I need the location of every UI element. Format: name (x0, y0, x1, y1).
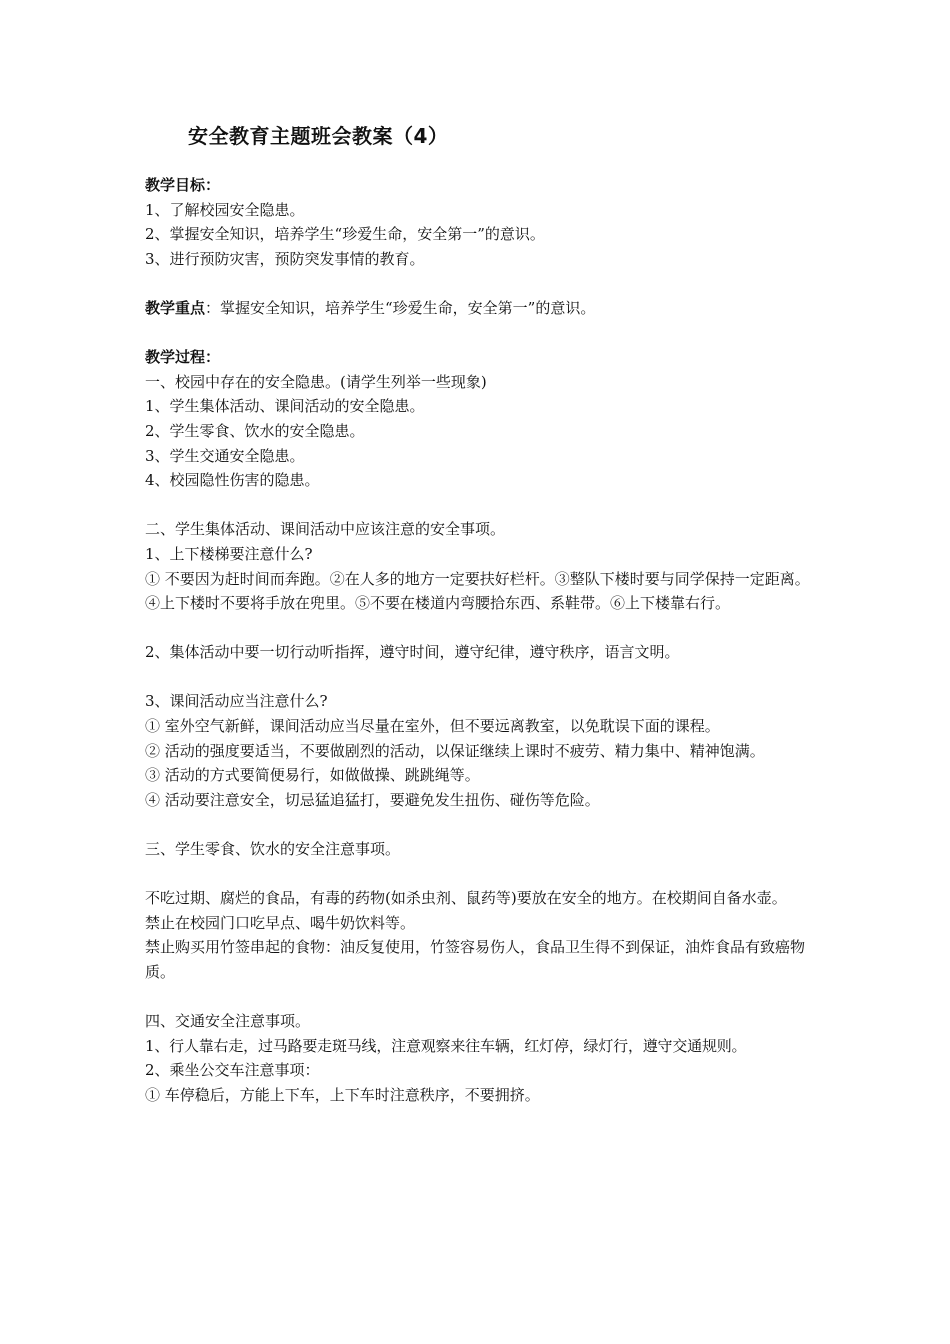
spacer (145, 985, 821, 1010)
spacer (145, 616, 821, 641)
objectives-label: 教学目标： (145, 176, 221, 194)
objective-item: 2、掌握安全知识，培养学生“珍爱生命，安全第一”的意识。 (145, 225, 545, 244)
question-item: 2、集体活动中要一切行动听指挥，遵守时间，遵守纪律，遵守秩序，语言文明。 (145, 643, 680, 662)
spacer (145, 493, 821, 518)
answer-item: ② 活动的强度要适当，不要做剧烈的活动，以保证继续上课时不疲劳、精力集中、精神饱满。 (145, 741, 765, 760)
section-heading: 三、学生零食、饮水的安全注意事项。 (145, 840, 401, 859)
answer-item: ④ 活动要注意安全，切忌猛追猛打，要避免发生扭伤、碰伤等危险。 (145, 790, 600, 809)
spacer (145, 862, 821, 887)
spacer (145, 812, 821, 837)
section-heading: 一、校园中存在的安全隐患。(请学生列举一些现象) (145, 372, 487, 391)
answer-item: ③ 活动的方式要简便易行，如做做操、跳跳绳等。 (145, 766, 480, 785)
objective-item: 3、进行预防灾害，预防突发事情的教育。 (145, 249, 425, 268)
key-point-paragraph (145, 296, 821, 321)
document-body (145, 173, 821, 1108)
section-heading: 四、交通安全注意事项。 (145, 1012, 311, 1031)
answer-paragraph: ① 不要因为赶时间而奔跑。②在人多的地方一定要扶好栏杆。③整队下楼时要与同学保持一定距离。④上下楼时不要将手放在兜里。⑤不要在楼道内弯腰拾东西、系鞋带。⑥上下楼靠右行。 (145, 569, 810, 613)
spacer (145, 321, 821, 346)
key-point-text: ：掌握安全知识，培养学生“珍爱生命，安全第一”的意识。 (205, 298, 596, 317)
process-label: 教学过程： (145, 348, 221, 367)
list-item: 2、乘坐公交车注意事项： (145, 1061, 320, 1080)
list-item: ① 车停稳后，方能上下车，上下车时注意秩序，不要拥挤。 (145, 1085, 540, 1104)
objective-item: 1、了解校园安全隐患。 (145, 200, 305, 219)
section-heading: 二、学生集体活动、课间活动中应该注意的安全事项。 (145, 520, 506, 539)
spacer (145, 271, 821, 296)
paragraph: 禁止购买用竹签串起的食物：油反复使用，竹签容易伤人，食品卫生得不到保证，油炸食品有致癌物质。 (145, 938, 806, 981)
paragraph: 不吃过期、腐烂的食品，有毒的药物(如杀虫剂、鼠药等)要放在安全的地方。在校期间自备水壶。 (145, 889, 787, 908)
key-point-label: 教学重点 (145, 298, 206, 317)
paragraph: 禁止在校园门口吃早点、喝牛奶饮料等。 (145, 913, 416, 932)
question-item: 3、课间活动应当注意什么? (145, 692, 328, 711)
list-item: 1、学生集体活动、课间活动的安全隐患。 (145, 397, 425, 416)
question-item: 1、上下楼梯要注意什么? (145, 544, 313, 563)
list-item: 3、学生交通安全隐患。 (145, 446, 305, 465)
document-title: 安全教育主题班会教案（4） (188, 124, 449, 148)
list-item: 1、行人靠右走，过马路要走斑马线，注意观察来往车辆，红灯停，绿灯行，遵守交通规则。 (145, 1036, 747, 1055)
list-item: 4、校园隐性伤害的隐患。 (145, 471, 320, 490)
list-item: 2、学生零食、饮水的安全隐患。 (145, 421, 365, 440)
answer-item: ① 室外空气新鲜，课间活动应当尽量在室外，但不要远离教室，以免耽误下面的课程。 (145, 717, 720, 736)
spacer (145, 665, 821, 690)
